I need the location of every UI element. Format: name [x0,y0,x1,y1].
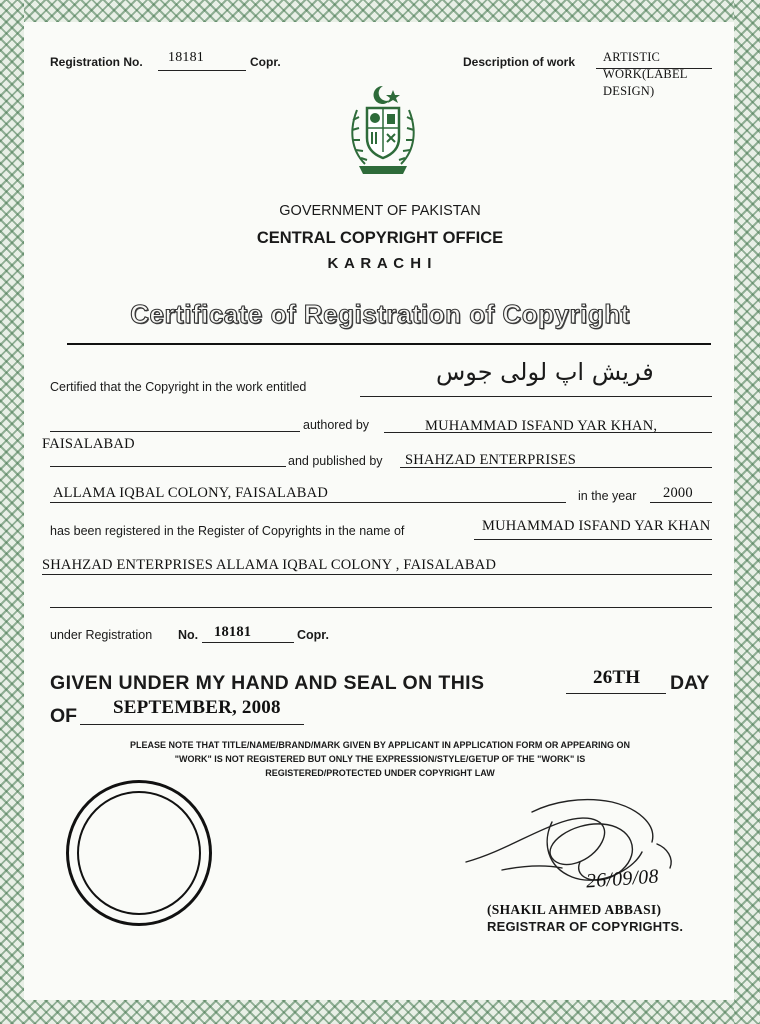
day-value: 26TH [593,667,641,688]
government-heading: GOVERNMENT OF PAKISTAN [279,203,481,219]
publisher-line-2: ALLAMA IQBAL COLONY, FAISALABAD [53,485,328,501]
work-title-underline [360,396,712,397]
publisher-address-underline [50,502,566,503]
owner-underline [474,539,712,540]
note-line-1: PLEASE NOTE THAT TITLE/NAME/BRAND/MARK GIVEN BY APPLICANT IN APPLICATION FORM OR APPEARING ON [129,740,630,750]
month-year-underline [80,724,304,725]
description-value-2: WORK(LABEL [603,67,688,81]
published-by-label: and published by [288,454,383,468]
border-bottom [0,1000,760,1024]
of-label: OF [50,705,78,727]
registration-underline [158,70,246,71]
blank-underline-2 [50,466,286,467]
registrar-title: REGISTRAR OF COPYRIGHTS. [487,919,684,934]
certificate-title: Certificate of Registration of Copyright [130,299,630,329]
border-right [734,0,760,1024]
under-registration-label: under Registration [50,628,153,642]
description-label: Description of work [463,55,576,69]
owner-line-2: SHAHZAD ENTERPRISES ALLAMA IQBAL COLONY , FAISALABAD [42,557,497,573]
office-city: K A R A C H I [327,255,433,272]
work-title-urdu: فریش اپ لولی جوس [436,358,654,386]
note-line-3: REGISTERED/PROTECTED UNDER COPYRIGHT LAW [265,768,495,778]
under-registration-no-label: No. [178,628,199,642]
under-registration-copr: Copr. [297,628,329,642]
under-registration-underline [202,642,294,643]
blank-underline-1 [50,431,300,432]
publisher-line-1: SHAHZAD ENTERPRISES [405,452,576,468]
author-line-2: FAISALABAD [42,436,135,452]
authored-by-label: authored by [303,418,370,432]
day-label: DAY [670,672,710,694]
note-line-2: "WORK" IS NOT REGISTERED BUT ONLY THE EXPRESSION/STYLE/GETUP OF THE "WORK" IS [174,754,586,764]
under-registration-number: 18181 [214,624,252,640]
registrar-name: (SHAKIL AHMED ABBASI) [487,902,662,917]
owner-line-1: MUHAMMAD ISFAND YAR KHAN [482,518,711,534]
in-the-year-label: in the year [578,489,637,503]
description-value-1: ARTISTIC [603,50,661,64]
owner-address-underline [42,574,712,575]
year-underline [650,502,712,503]
registered-text: has been registered in the Register of Copyrights in the name of [50,524,405,538]
blank-underline-3 [50,607,712,608]
signature-date: 26/09/08 [585,865,660,893]
title-rule [67,343,711,345]
border-top [0,0,760,22]
registration-number: 18181 [168,50,204,65]
registration-label: Registration No. [50,55,143,69]
certified-text: Certified that the Copyright in the work entitled [50,380,307,394]
year-value: 2000 [663,485,693,501]
month-year-value: SEPTEMBER, 2008 [113,697,281,718]
given-text: GIVEN UNDER MY HAND AND SEAL ON THIS [50,672,485,694]
description-value-3: DESIGN) [603,84,655,98]
day-underline [566,693,666,694]
border-left [0,0,24,1024]
registration-copr: Copr. [250,55,281,69]
official-seal-inner-ring [77,791,201,915]
pakistan-emblem-icon [343,80,423,180]
official-seal [66,780,212,926]
author-line-1: MUHAMMAD ISFAND YAR KHAN, [425,418,658,434]
office-name: CENTRAL COPYRIGHT OFFICE [256,229,504,247]
